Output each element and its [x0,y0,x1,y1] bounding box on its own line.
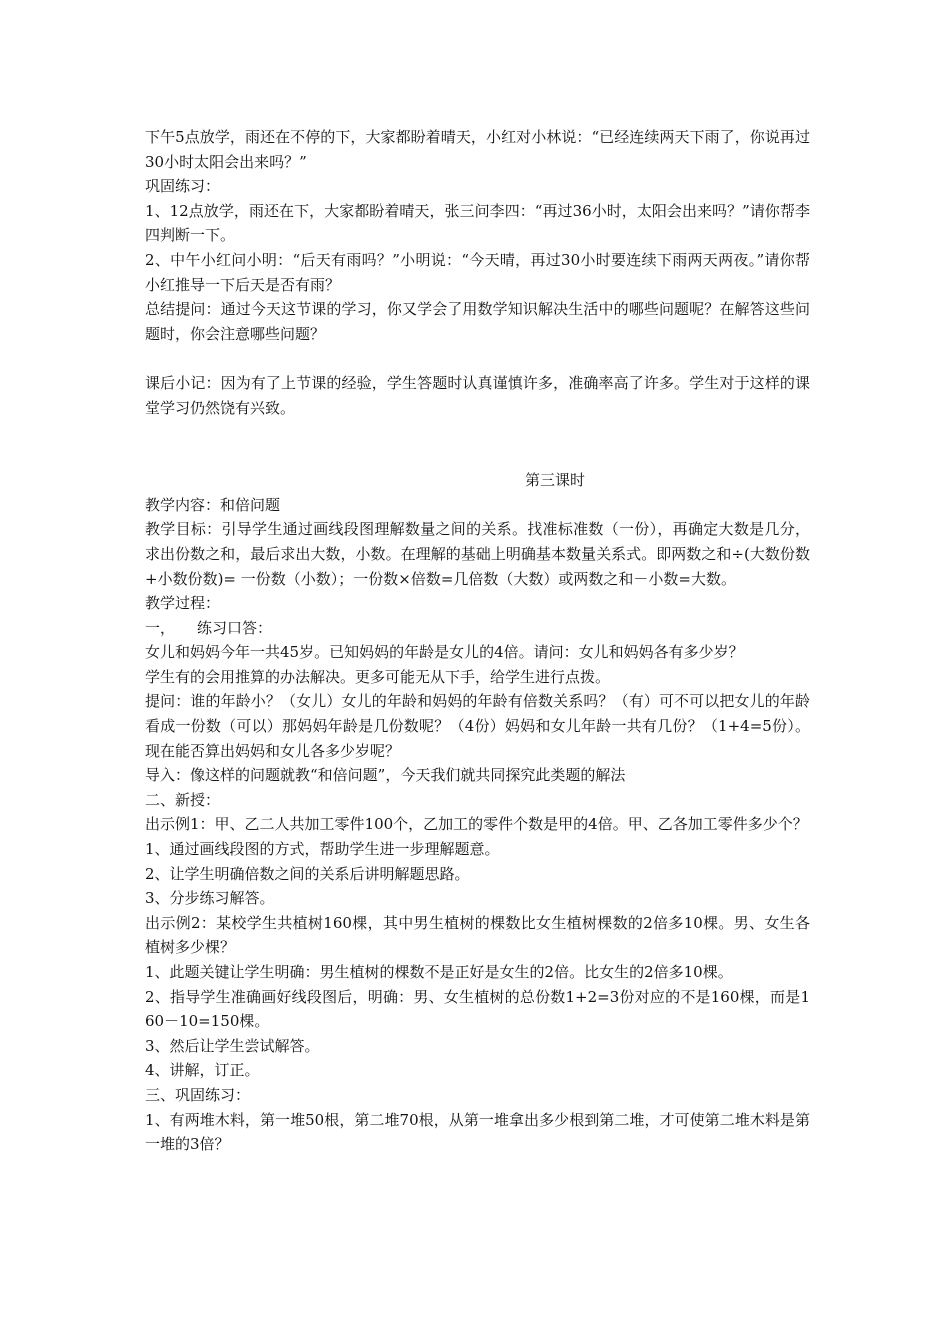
paragraph: 巩固练习： [145,177,221,196]
paragraph: 教学过程： [145,594,221,613]
paragraph: 2、中午小红问小明：“后天有雨吗？”小明说：“今天晴，再过30小时要连续下雨两天两夜。”请你帮小红推导一下后天是否有雨？ [145,250,810,294]
paragraph: 导入：像这样的问题就教“和倍问题”，今天我们就共同探究此类题的解法 [145,766,626,785]
paragraph: 二、新授： [145,790,221,809]
paragraph: 三、巩固练习： [145,1085,251,1104]
paragraph: 提问：谁的年龄小？（女儿）女儿的年龄和妈妈的年龄有倍数关系吗？（有）可不可以把女儿的年龄看成一份数（可以）那妈妈年龄是几份数呢？（4份）妈妈和女儿年龄一共有几份？（1+4=5份）。现在能否算出妈妈和女儿各多少岁呢？ [145,692,810,760]
paragraph: 总结提问：通过今天这节课的学习，你又学会了用数学知识解决生活中的哪些问题呢？在解答这些问题时，你会注意哪些问题？ [145,300,810,343]
paragraph: 3、然后让学生尝试解答。 [145,1036,320,1055]
paragraph: 下午5点放学，雨还在不停的下，大家都盼着晴天，小红对小林说：“已经连续两天下雨了，你说再过30小时太阳会出来吗？” [145,128,810,171]
paragraph: 1、12点放学，雨还在下，大家都盼着晴天，张三问李四：“再过36小时，太阳会出来吗？”请你帮李四判断一下。 [145,201,810,245]
section-heading [145,616,810,641]
paragraph: 教学内容：和倍问题 [145,495,281,514]
paragraph: 出示例2：某校学生共植树160棵，其中男生植树的棵数比女生植树棵数的2倍多10棵。男、女生各植树多少棵？ [145,913,810,957]
blank-line [145,346,810,371]
paragraph: 出示例1：甲、乙二人共加工零件100个，乙加工的零件个数是甲的4倍。甲、乙各加工零件多少个？ [145,815,808,834]
paragraph: 1、通过画线段图的方式，帮助学生进一步理解题意。 [145,840,500,859]
paragraph: 2、让学生明确倍数之间的关系后讲明解题思路。 [145,864,470,883]
section-title: 练习口答： [197,618,273,637]
section-gap [145,420,810,468]
paragraph: 1、有两堆木料，第一堆50根，第二堆70根，从第一堆拿出多少根到第二堆，才可使第二堆木料是第一堆的3倍？ [145,1110,810,1154]
paragraph: 3、分步练习解答。 [145,889,275,908]
paragraph: 女儿和妈妈今年一共45岁。已知妈妈的年龄是女儿的4倍。请问：女儿和妈妈各有多少岁？ [145,643,744,662]
paragraph: 教学目标：引导学生通过画线段图理解数量之间的关系。找准标准数（一份），再确定大数是几分，求出份数之和，最后求出大数，小数。在理解的基础上明确基本数量关系式。即两数之和÷(大数份数+小数份数)= 一份数（小数）；一份数×倍数=几倍数（大数）或两数之和－小数=大数。 [145,520,810,588]
section-number: 一， [145,618,176,637]
afterclass-note: 课后小记：因为有了上节课的经验，学生答题时认真谨慎许多，准确率高了许多。学生对于这样的课堂学习仍然饶有兴致。 [145,373,810,417]
lesson-title: 第三课时 [524,471,585,490]
paragraph: 1、此题关键让学生明确：男生植树的棵数不是正好是女生的2倍。比女生的2倍多10棵。 [145,963,733,981]
paragraph: 学生有的会用推算的办法解决。更多可能无从下手，给学生进行点拨。 [145,667,611,686]
document-page [145,125,810,1157]
paragraph: 2、指导学生准确画好线段图后，明确：男、女生植树的总份数1+2=3份对应的不是160棵，而是160－10=150棵。 [145,987,810,1031]
paragraph: 4、讲解，订正。 [145,1061,260,1080]
